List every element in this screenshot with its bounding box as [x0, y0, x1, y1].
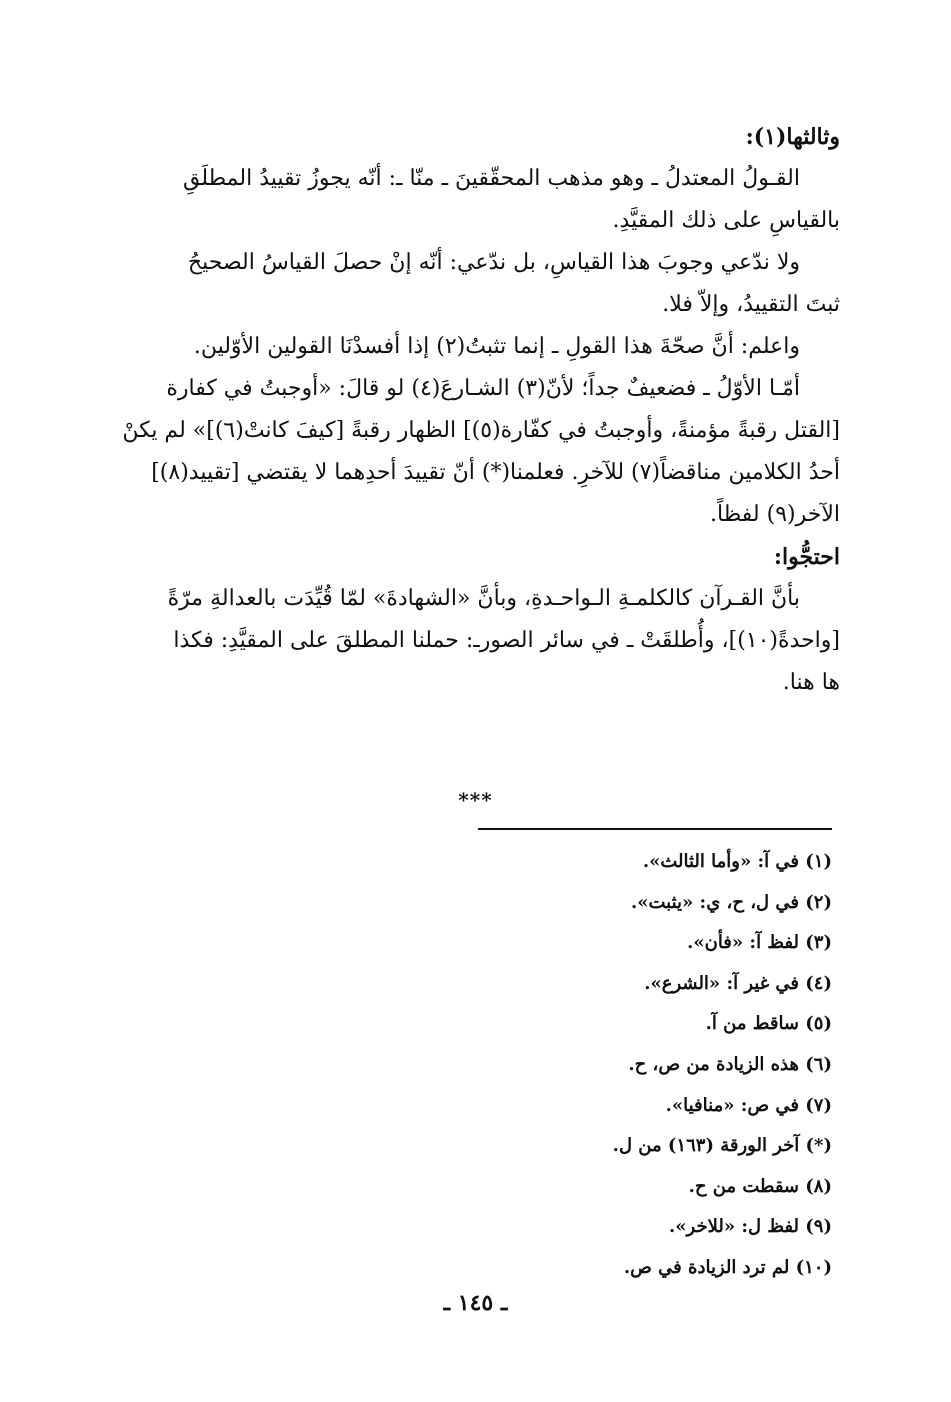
footnote: (٢) في ل، ح، ي: «يثبت».: [630, 891, 832, 913]
footnote-divider: [478, 828, 832, 830]
paragraph-5-line-1: بأنَّ القـرآن كالكلمـةِ الـواحـدةِ، وبأنَّ «الشهادةَ» لمّا قُيِّدَت بالعدالةِ مرّةً: [167, 586, 800, 611]
footnote: (٩) لفظ ل: «للاخر».: [669, 1216, 832, 1238]
footnote: (٧) في ص: «منافيا».: [665, 1094, 832, 1116]
paragraph-1-line-2: بالقياسِ على ذلك المقيَّدِ.: [612, 208, 840, 233]
paragraph-2-line-1: ولا ندّعي وجوبَ هذا القياسِ، بل ندّعي: أنّه إنْ حصلَ القياسُ الصحيحُ: [187, 250, 800, 275]
footnote: (٨) سقطت من ح.: [688, 1175, 832, 1197]
paragraph-2-line-2: ثبتَ التقييدُ، وإلاّ فلا.: [662, 292, 840, 317]
page-number: ـ ١٤٥ ـ: [443, 1290, 508, 1316]
section-heading-third: وثالثها(١):: [745, 124, 840, 150]
paragraph-4-line-1: أمّـا الأوّلُ ـ فضعيفٌ جداً؛ لأنّ(٣) الشـارعَ(٤) لو قالَ: «أوجبتُ في كفارة: [166, 376, 800, 401]
footnote: (٥) ساقط من آ.: [705, 1013, 832, 1035]
footnote: (٤) في غير آ: «الشرع».: [644, 972, 832, 994]
footnote: (٦) هذه الزيادة من ص، ح.: [628, 1053, 832, 1075]
footnotes: [420, 842, 832, 1289]
footnote: (*) آخر الورقة (١٦٣) من ل.: [612, 1135, 832, 1157]
main-text: [122, 122, 840, 698]
paragraph-4-line-3: أحدُ الكلامين مناقضاً(٧) للآخرِ. فعلمنا(*) أنّ تقييدَ أحدِهما لا يقتضي [تقييد(٨)]: [151, 460, 840, 485]
paragraph-5-line-2: [واحدةً(١٠)]، وأُطلقَتْ ـ في سائر الصورـ: حملنا المطلقَ على المقيَّدِ: فكذا: [173, 628, 840, 653]
section-heading-argued: احتجُّوا:: [773, 544, 840, 570]
paragraph-4-line-2: [القتل رقبةً مؤمنةً، وأوجبتُ في كفّارة(٥)] الظهار رقبةً [كيفَ كانتْ(٦)]» لم يكنْ: [122, 418, 840, 443]
paragraph-4-line-4: الآخر(٩) لفظاً.: [710, 502, 840, 527]
paragraph-1-line-1: القـولُ المعتدلُ ـ وهو مذهب المحقّقينَ ـ منّا ـ: أنّه يجوزُ تقييدُ المطلَقِ: [183, 166, 800, 191]
paragraph-3: واعلم: أنَّ صحّةَ هذا القولِ ـ إنما تثبتُ(٢) إذا أفسدْنَا القولين الأوّلين.: [193, 334, 800, 359]
footnote: (١٠) لم ترد الزيادة في ص.: [623, 1256, 832, 1278]
section-separator: ***: [458, 788, 493, 812]
footnote: (١) في آ: «وأما الثالث».: [642, 851, 832, 872]
paragraph-5-line-3: ها هنا.: [782, 670, 840, 695]
footnote: (٣) لفظ آ: «فأن».: [687, 932, 832, 954]
